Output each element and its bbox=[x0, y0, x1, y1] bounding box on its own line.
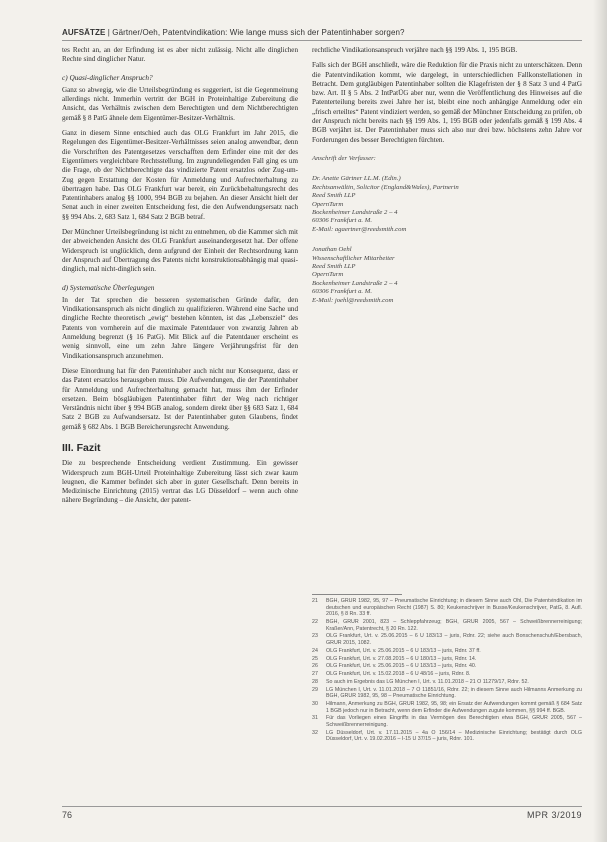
footnote bbox=[312, 715, 582, 728]
author-line: Reed Smith LLP bbox=[312, 192, 356, 200]
footnote-number: 32 bbox=[312, 729, 318, 736]
paragraph: Diese Einordnung hat für den Patentinhaber auch nicht nur Konsequenz, dass er das Patent ersatzlos herausgeben muss. Die Aufwendungen, die der Patentinhaber für Anmeldung und Aufrechterhaltung gemacht hat, muss ihm der Erfinder ersetzen. Beim bösgläubigen Patentinhaber führt der Weg nach richtiger Verständnis nicht über § 994 BGB analog, sondern direkt über §§ 683 Satz 1, 684 Satz 2 BGB zu Aufwandsersatz. Ist der Patentinhaber guten Glaubens, findet gemäß § 682 Abs. 1 BGB Bereicherungsrecht Anwendung. bbox=[62, 366, 298, 431]
author-line: OpernTurm bbox=[312, 200, 344, 208]
paragraph: tes Recht an, an der Erfindung ist es aber nicht zulässig. Nicht alle dinglichen Rechte sind dinglicher Natur. bbox=[62, 46, 298, 64]
author-line: Jonathan Oehl bbox=[312, 246, 352, 254]
footnotes bbox=[312, 598, 582, 744]
author-addresses bbox=[312, 155, 582, 305]
author-email-link[interactable]: E-Mail: joehl@reedsmith.com bbox=[312, 296, 394, 304]
footnote-text: OLG Frankfurt, Urt. v. 27.08.2015 – 6 U 180/13 – juris, Rdnr. 14. bbox=[326, 655, 477, 662]
authors-label: Anschrift der Verfasser: bbox=[312, 154, 376, 162]
footnote-number: 23 bbox=[312, 633, 318, 640]
author-line: OpernTurm bbox=[312, 271, 344, 279]
footnote bbox=[312, 656, 582, 663]
footnote bbox=[312, 633, 582, 646]
footnote-text: BGH, GRUR 2001, 823 – Schleppfahrzeug; BGH, GRUR 2005, 567 – Schweißbrennerreinigung; Kraßer/Ann, Patentrecht, § 20 Rn. 122. bbox=[326, 618, 582, 632]
author-block-2 bbox=[312, 246, 582, 305]
author-line: Bockenheimer Landstraße 2 – 4 bbox=[312, 279, 398, 287]
left-column bbox=[62, 46, 298, 512]
paragraph: In der Tat sprechen die besseren systematischen Gründe dafür, den Vindikationsanspruch als nicht dinglich zu qualifizieren. Während eine Sache und dingliche Rechte theoretisch „ewig“ bestehen könnten, ist das „Lebensziel“ des Patents von vornherein auf die maximale Patentdauer von zwanzig Jahren ab Anmeldung begrenzt (§ 16 PatG). Mit Blick auf die Patentdauer erscheint es wenig sinnvoll, eine um zehn Jahre längere Verjährungsfrist für den Vindikationsanspruch anzunehmen. bbox=[62, 295, 298, 360]
author-line: Dr. Anette Gärtner LL.M. (Edin.) bbox=[312, 175, 401, 183]
footnote-text: So auch im Ergebnis das LG München I, Urt. v. 11.01.2018 – 21 O 11279/17, Rdnr. 52. bbox=[326, 678, 529, 685]
footnote-text: OLG Frankfurt, Urt. v. 25.06.2015 – 6 U 183/13 – juris, Rdnr. 40. bbox=[326, 663, 477, 670]
journal-issue: MPR 3/2019 bbox=[526, 810, 582, 820]
footnote-number: 30 bbox=[312, 701, 318, 707]
footnote-rule bbox=[312, 594, 402, 595]
footnote bbox=[312, 687, 582, 700]
footnote bbox=[312, 619, 582, 632]
paragraph: Ganz so abwegig, wie die Urteilsbegründung es suggeriert, ist die Gegenmeinung allerdings nicht. Immerhin vertritt der BGH in Proteinhaltige Zubereitung die Ansicht, das Verhältnis zwischen dem Berechtigten und dem Nichtberechtigten gemäß § 8 PatG ähnele dem Eigentümer-Besitzer-Verhältnis. bbox=[62, 85, 298, 122]
footnote-text: OLG Frankfurt, Urt. v. 15.02.2018 – 6 U 48/16 – juris, Rdnr. 8. bbox=[326, 671, 471, 678]
author-line: Bockenheimer Landstraße 2 – 4 bbox=[312, 209, 398, 216]
running-header bbox=[62, 28, 582, 37]
footnote bbox=[312, 701, 582, 714]
author-line: 60306 Frankfurt a. M. bbox=[312, 288, 372, 296]
footnote-number: 21 bbox=[312, 598, 318, 604]
footnote-text: LG Düsseldorf, Urt. v. 17.11.2015 – 4a O 156/14 – Medizinische Einrichtung; bestätigt durch OLG Düsseldorf, Urt. v. 19.02.2016 – I-15 U 37/15 – juris, Rdnr. 101. bbox=[326, 729, 582, 743]
paragraph: Ganz in diesem Sinne entschied auch das OLG Frankfurt im Jahr 2015, die Regelungen des Eigentümer-Besitzer-Verhältnisses seien analog anwendbar, denn die Vorschriften des Patentgesetzes verschafften dem Erfinder eine mit der des Eigentümers vergleichbare Rechtsstellung. Im zugrundeliegenden Fall ging es um die Frage, ob der Nichtberechtigte das vindizierte Patent ersatzlos oder Zug-um-Zug gegen Erstattung der Kosten für Anmeldung und Aufrechterhaltung zu übertragen habe. Das OLG Frankfurt war bereit, ein Zurückbehaltungsrecht des Patentinhabers analog §§ 1000, 994 BGB zu bejahen. An dieser Ansicht hielt der Senat auch in einer zweiten Entscheidung fest, die den Aufwendungsersatz nach §§ 994 Abs. 2, 683 Satz 1, 684 Satz 2 BGB betraf. bbox=[62, 129, 298, 221]
author-line: Wissenschaftlicher Mitarbeiter bbox=[312, 254, 395, 262]
paragraph: Der Münchner Urteilsbegründung ist nicht zu entnehmen, ob die Kammer sich mit der abweichenden Ansicht des OLG Frankfurt auseinandergesetzt hat. Der offene Widerspruch ist unglücklich, denn aufgrund der Einheit der Rechtsordnung kann der Anspruch auf Übertragung des Patents nicht konstruktionsabhängig mal quasi-dinglich, mal nicht-dinglich sein. bbox=[62, 228, 298, 274]
subheading-d: d) Systematische Überlegungen bbox=[62, 282, 155, 292]
footnote bbox=[312, 663, 582, 670]
footnote bbox=[312, 648, 582, 655]
paragraph: Die zu besprechende Entscheidung verdient Zustimmung. Ein gewisser Widerspruch zum BGH-Urteil Proteinhaltige Zubereitung lässt sich zwar kaum leugnen, die Kammer befindet sich aber in guter Gesellschaft. Denn bereits in Medizinische Einrichtung (2015) vertrat das LG Düsseldorf – wenn auch ohne nähere Begründung – die Ansicht, der patent- bbox=[62, 459, 298, 505]
header-rule bbox=[62, 40, 582, 41]
paragraph: Falls sich der BGH anschließt, wäre die Reduktion für die Praxis nicht zu unterschätzen. Denn die Patentvindikation kommt, wie dargelegt, in unterschiedlichen Fallkonstellationen in Betracht. Dem gutgläubigen Patentinhaber sollten die Klagefristen der § 8 Satz 3 und 4 PatG bzw. Art. II § 5 Abs. 2 IntPatÜG aber nur, wenn die Veröffentlichung des Hinweises auf die Patenterteilung bereits zwei Jahre her ist, bleibt eine noch anhängige Anmeldung oder ein „frisch erteiltes“ Patent vindiziert werden, so gemäß der Münchner Entscheidung zu prüfen, ob der Anspruch nicht bereits nach §§ 199 Abs. 1, 195 BGB oder jedenfalls gemäß § 199 Abs. 4 BGB verjährt ist. Der Patentinhaber muss sich also nur drei bzw. höchstens zehn Jahre vor Forderungen des besser Berechtigten fürchten. bbox=[312, 61, 582, 144]
footnote-number: 26 bbox=[312, 663, 318, 670]
footnote-text: BGH, GRUR 1982, 95, 97 – Pneumatische Einrichtung; in diesem Sinne auch Ohl, Die Patentvindikation im deutschen und europäischen Recht (1987) S. 80; Keukenschrijver in Busse/Keukenschrijver, PatG, 8. Aufl. 2016, § 8 Rn. 33 ff. bbox=[326, 598, 582, 618]
footnote-number: 29 bbox=[312, 686, 318, 693]
author-line: 60306 Frankfurt a. M. bbox=[312, 217, 372, 225]
footnote-text: OLG Frankfurt, Urt. v. 25.06.2015 – 6 U 183/13 – juris, Rdnr. 22; siehe auch Bonschenschuh/Ebersbach, GRUR 2015, 1082. bbox=[326, 633, 582, 646]
footnote bbox=[312, 730, 582, 743]
scan-edge-shadow bbox=[593, 0, 607, 842]
footer-rule bbox=[62, 806, 582, 807]
footnote-number: 27 bbox=[312, 671, 318, 678]
paragraph: rechtliche Vindikationsanspruch verjähre nach §§ 199 Abs. 1, 195 BGB. bbox=[312, 46, 518, 54]
footnote bbox=[312, 598, 582, 618]
footnote bbox=[312, 679, 582, 686]
subheading-c: c) Quasi-dinglicher Anspruch? bbox=[62, 72, 153, 82]
footnote-text: OLG Frankfurt, Urt. v. 25.06.2015 – 6 U 183/13 – juris, Rdnr. 37 ff. bbox=[326, 647, 481, 654]
section-heading-fazit: III. Fazit bbox=[62, 441, 101, 454]
right-column bbox=[312, 46, 582, 317]
header-section: AUFSÄTZE bbox=[62, 28, 106, 37]
footnote-number: 22 bbox=[312, 618, 318, 625]
author-line: Reed Smith LLP bbox=[312, 263, 356, 271]
footnote-number: 24 bbox=[312, 647, 318, 654]
footnote-number: 28 bbox=[312, 678, 318, 685]
header-separator: | bbox=[105, 28, 113, 37]
footnote-number: 25 bbox=[312, 655, 318, 662]
author-line: Rechtsanwältin, Solicitor (England&Wales), Partnerin bbox=[312, 183, 459, 191]
footnote-text: Für das Vorliegen eines Eingriffs in das Vermögen des Berechtigten etwa BGH, GRUR 2005, 567 – Schweißbrennerreinigung. bbox=[326, 715, 582, 728]
author-block-1 bbox=[312, 175, 582, 234]
header-title: Gärtner/Oeh, Patentvindikation: Wie lange muss sich der Patentinhaber sorgen? bbox=[112, 28, 405, 37]
page-number: 76 bbox=[62, 810, 73, 820]
footnote-text: LG München I, Urt. v. 11.01.2018 – 7 O 11851/16, Rdnr. 22; in diesem Sinne auch Hilmanns Anmerkung zu BGH, GRUR 1982, 95, 98 – Pneumatische Einrichtung. bbox=[326, 686, 582, 700]
footnote-text: Hilmann, Anmerkung zu BGH, GRUR 1982, 95, 98; ein Ersatz der Aufwendungen kommt gemäß § 684 Satz 1 BGB jedoch nur in Betracht, wenn dem Erfinder die Aufwendungen zugute kommen, §§ 994 ff. BGB. bbox=[326, 701, 582, 714]
author-email-link[interactable]: E-Mail: agaertner@reedsmith.com bbox=[312, 225, 407, 233]
footnote-number: 31 bbox=[312, 715, 318, 722]
footnote bbox=[312, 671, 582, 678]
